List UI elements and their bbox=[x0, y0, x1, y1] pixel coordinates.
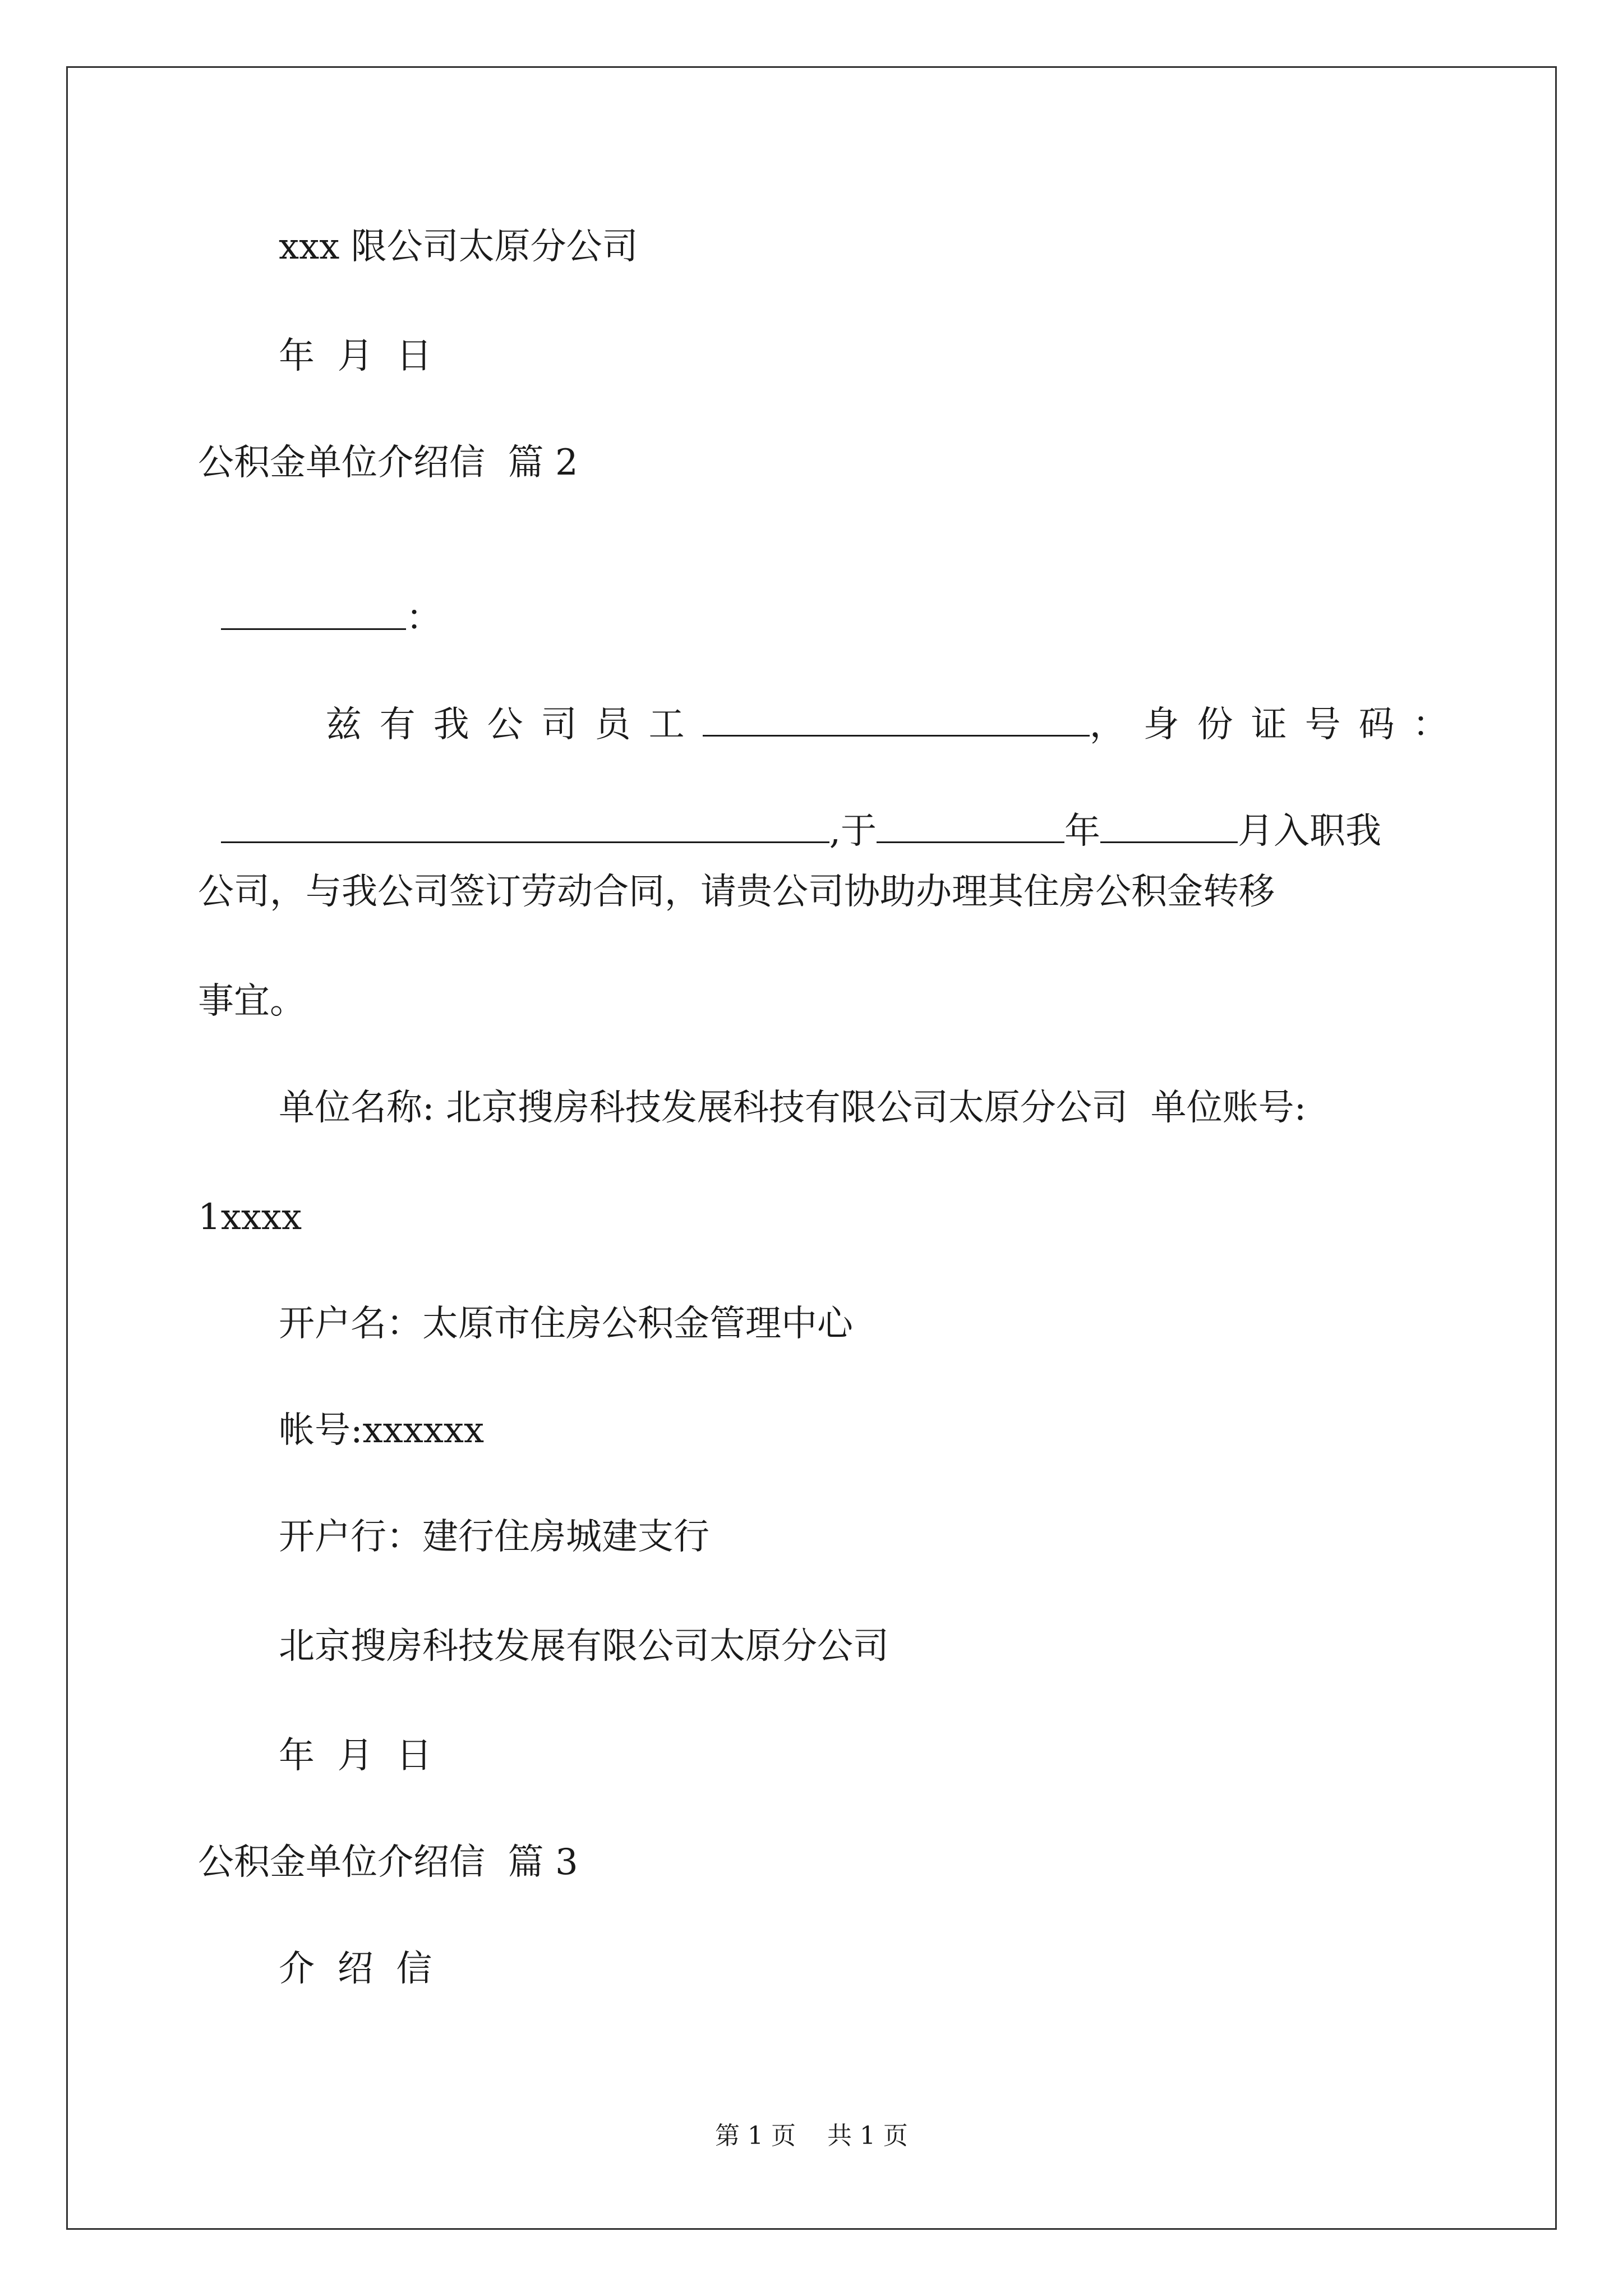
unit-name-line: 单位名称: 北京搜房科技发展科技有限公司太原分公司 单位账号: bbox=[279, 1087, 1307, 1129]
month-blank bbox=[1100, 808, 1238, 843]
date-line: 年 月 日 bbox=[279, 335, 432, 377]
bank-line: 开户行：建行住房城建支行 bbox=[279, 1516, 709, 1558]
account-holder-line: 开户名：太原市住房公积金管理中心 bbox=[279, 1303, 853, 1345]
page-border bbox=[66, 66, 1557, 2230]
body-text-year: 年 bbox=[1064, 811, 1101, 852]
employee-name-blank bbox=[703, 701, 1090, 737]
year-blank bbox=[877, 808, 1064, 843]
section-heading-2: 公积金单位介绍信 篇 2 bbox=[198, 442, 578, 484]
company-line: xxx 限公司太原分公司 bbox=[279, 226, 638, 268]
body-text-joined: 月入职我 bbox=[1238, 811, 1382, 852]
section-heading-3: 公积金单位介绍信 篇 3 bbox=[198, 1842, 578, 1883]
signature-date-line: 年 月 日 bbox=[279, 1735, 432, 1777]
page-footer: 第 1 页 共 1 页 bbox=[715, 2122, 908, 2150]
addressee-line bbox=[198, 550, 442, 641]
body-text-at: ,于 bbox=[829, 811, 877, 852]
signature-company-line: 北京搜房科技发展有限公司太原分公司 bbox=[279, 1626, 889, 1667]
body-text-id: ，身份证号码： bbox=[1089, 704, 1467, 746]
letter-title: 介 绍 信 bbox=[279, 1948, 432, 1990]
body-line-3: 公司，与我公司签订劳动合同，请贵公司协助办理其住房公积金转移 bbox=[198, 871, 1275, 913]
body-line-4: 事宜。 bbox=[198, 981, 306, 1022]
account-number-line: 帐号:xxxxxx bbox=[279, 1410, 485, 1451]
id-number-blank bbox=[221, 808, 829, 843]
body-text-employee: 兹有我公司员工 bbox=[325, 704, 703, 746]
addressee-colon: ： bbox=[405, 597, 442, 639]
unit-account-line: 1xxxx bbox=[198, 1197, 302, 1238]
body-line-2 bbox=[198, 763, 1423, 854]
addressee-blank bbox=[221, 595, 406, 630]
body-line-1 bbox=[303, 656, 1467, 747]
